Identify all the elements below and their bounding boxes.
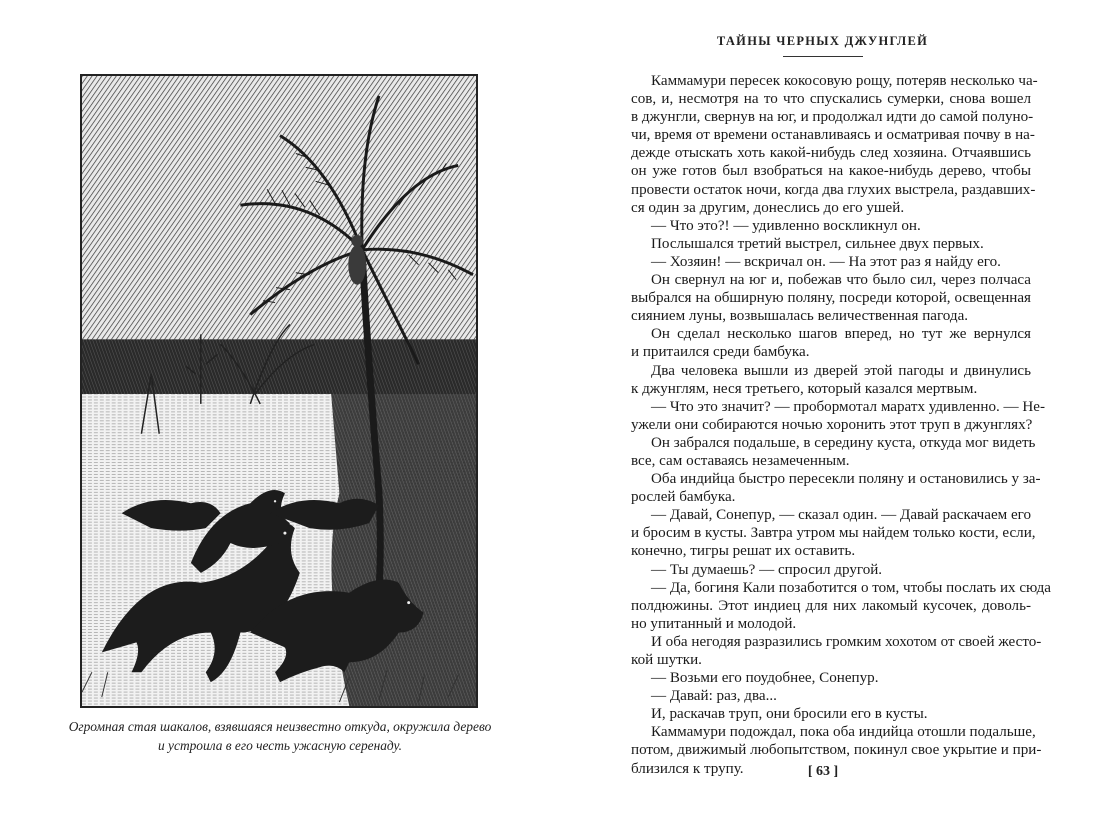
text-line: ся один за другим, донеслись до его ушей. <box>631 199 905 216</box>
text-line: рослей бамбука. <box>631 489 736 506</box>
text-line: дежде отыскать хоть какой-нибудь след хозяина. Отчаявшись <box>631 145 1031 162</box>
body-text <box>631 72 1051 778</box>
text-line: — Ты думаешь? — спросил другой. <box>651 561 883 578</box>
text-line: — Что это?! — удивленно воскликнул он. <box>651 217 921 234</box>
text-line: Он сделал несколько шагов вперед, но тут же вернулся <box>651 326 1031 343</box>
text-line: полдюжины. Этот индиец для них лакомый кусочек, доволь- <box>631 597 1031 614</box>
text-line: но упитанный и молодой. <box>631 615 797 632</box>
text-line: сиянием луны, возвышалась величественная пагода. <box>631 308 969 325</box>
text-line: Оба индийца быстро пересекли поляну и остановились у за- <box>651 471 1041 488</box>
text-line: потом, движимый любопытством, покинул свое укрытие и при- <box>631 742 1042 759</box>
text-line: И, раскачав труп, они бросили его в кусты. <box>651 706 928 723</box>
text-line: — Да, богиня Кали позаботится о том, чтобы послать их сюда <box>651 579 1051 596</box>
caption-line: и устроила в его честь ужасную серенаду. <box>158 738 402 753</box>
text-line: Он забрался подальше, в середину куста, откуда мог видеть <box>651 434 1036 451</box>
text-line: Он свернул на юг и, побежав что было сил, через полчаса <box>651 272 1031 289</box>
text-line: чи, время от времени останавливаясь и осматривая почву в на- <box>631 127 1035 144</box>
text-line: Два человека вышли из дверей этой пагоды и двинулись <box>651 362 1031 379</box>
caption-line: Огромная стая шакалов, взявшаяся неизвестно откуда, окружила дерево <box>68 719 492 734</box>
illustration-caption <box>60 717 500 755</box>
text-line: в джунгли, свернув на юг, и продолжал идти до самой полуно- <box>631 109 1034 126</box>
text-line: И оба негодяя разразились громким хохотом от своей жесто- <box>651 633 1042 650</box>
page-number: [ 63 ] <box>807 764 839 779</box>
text-line: — Хозяин! — вскричал он. — На этот раз я найду его. <box>651 253 1001 270</box>
running-head-rule <box>783 56 863 57</box>
text-line: ужели они собираются ночью хоронить этот труп в джунглях? <box>631 416 1033 433</box>
text-line: провести остаток ночи, когда два глухих выстрела, раздавших- <box>631 181 1036 198</box>
running-head: ТАЙНЫ ЧЕРНЫХ ДЖУНГЛЕЙ <box>716 34 929 48</box>
text-line: и притаился среди бамбука. <box>631 344 810 361</box>
text-line: кой шутки. <box>631 652 702 668</box>
text-line: и бросим в кусты. Завтра утром мы найдем только кости, если, <box>631 525 1036 542</box>
text-line: — Возьми его поудобнее, Сонепур. <box>651 670 879 687</box>
right-page <box>550 0 1100 825</box>
engraving-illustration <box>80 74 478 708</box>
text-line: он уже готов был взобраться на какое-нибудь дерево, чтобы <box>631 163 1031 180</box>
text-line: — Давай: раз, два... <box>651 688 777 705</box>
text-line: Каммамури подождал, пока оба индийца отошли подальше, <box>651 724 1036 741</box>
text-line: все, сам оставаясь незамеченным. <box>631 452 850 469</box>
text-line: Каммамури пересек кокосовую рощу, потеряв несколько ча- <box>651 73 1038 89</box>
text-line: выбрался на обширную поляну, посреди которой, освещенная <box>631 290 1031 307</box>
text-line: Послышался третий выстрел, сильнее двух первых. <box>651 235 984 252</box>
text-line: сов, и, несмотря на то что спускались сумерки, снова вошел <box>631 91 1031 108</box>
text-line: — Что это значит? — пробормотал маратх удивленно. — Не- <box>651 398 1046 415</box>
text-line: — Давай, Сонепур, — сказал один. — Давай раскачаем его <box>651 507 1032 524</box>
text-line: близился к трупу. <box>631 760 744 777</box>
engraving-jackals-around-tree-icon <box>82 76 476 706</box>
text-line: к джунглям, неся третьего, который казался мертвым. <box>631 380 978 397</box>
text-line: конечно, тигры решат их оставить. <box>631 543 856 560</box>
